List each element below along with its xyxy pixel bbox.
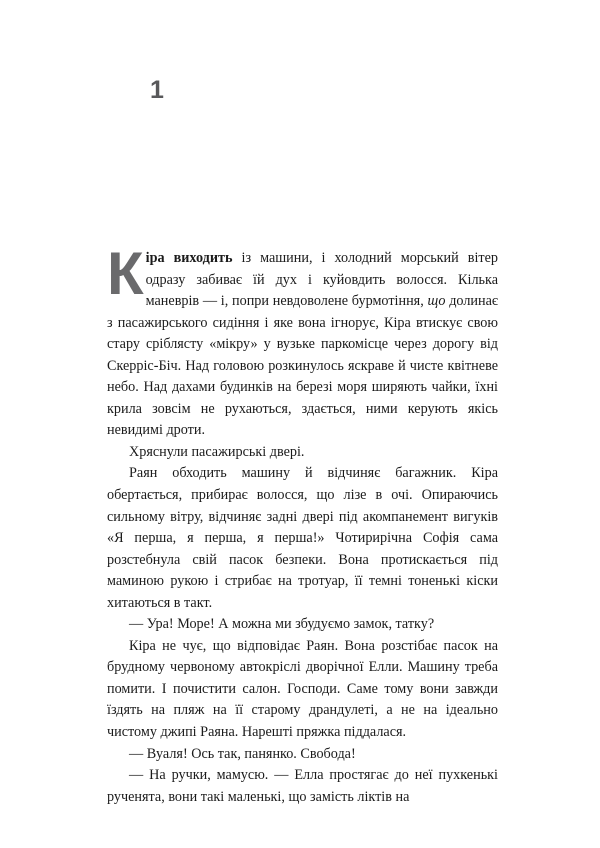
body-text-block	[107, 240, 498, 808]
paragraph-4-dialogue: — Ура! Море! А можна ми збудуємо замок, татку?	[129, 616, 435, 633]
paragraph-1-segment-a: із машини, і холодний морський вітер одразу забиває їй дух і куйовдить волосся. Кілька маневрів — і, попри невдоволене бурмотіння,	[145, 250, 498, 310]
chapter-number: 1	[150, 76, 164, 104]
paragraph-3: Раян обходить машину й відчиняє багажник. Кіра обертається, прибирає волосся, що лізе в очі. Опираючись сильному вітру, відчиняє задні двері під акомпанемент вигуків «Я перша, я перша, я перша!» Чотирирічна Софія сама розстебнула свій пасок безпеки. Вона протискається під маминою рукою і стрибає на тротуар, її темні тоненькі кіски хитаються в такт.	[107, 465, 498, 611]
drop-cap: К	[107, 240, 144, 307]
paragraph-6-dialogue: — Вуаля! Ось так, панянко. Свобода!	[129, 745, 356, 762]
paragraph-7-dialogue: — На ручки, мамусю. — Елла простягає до неї пухкенькі рученята, вони такі маленькі, що замість ліктів на	[107, 767, 498, 805]
paragraph-1	[107, 240, 498, 442]
italic-word: що	[427, 293, 446, 310]
lead-bold-text: іра виходить	[145, 250, 233, 266]
paragraph-2: Хряснули пасажирські двері.	[129, 443, 305, 460]
paragraph-5: Кіра не чує, що відповідає Раян. Вона розстібає пасок на брудному червоному автокріслі дворічної Елли. Машину треба помити. І почистити салон. Господи. Саме тому вони завжди їздять на пляж на її старому драндулеті, а не на ідеально чистому джипі Раяна. Нарешті пряжка піддалася.	[107, 637, 498, 741]
paragraph-1-segment-b: долинає з пасажирського сидіння і яке вона ігнорує, Кіра втискує свою стару сріблясту «мікру» у вузьке паркомісце через дорогу від Скерріс-Біч. Над головою розкинулось яскраве й чисте квітневе небо. Над дахами будинків на березі моря ширяють чайки, їхні крила зовсім не рухаються, здається, ними керують якісь невидимі дроти.	[107, 293, 498, 439]
